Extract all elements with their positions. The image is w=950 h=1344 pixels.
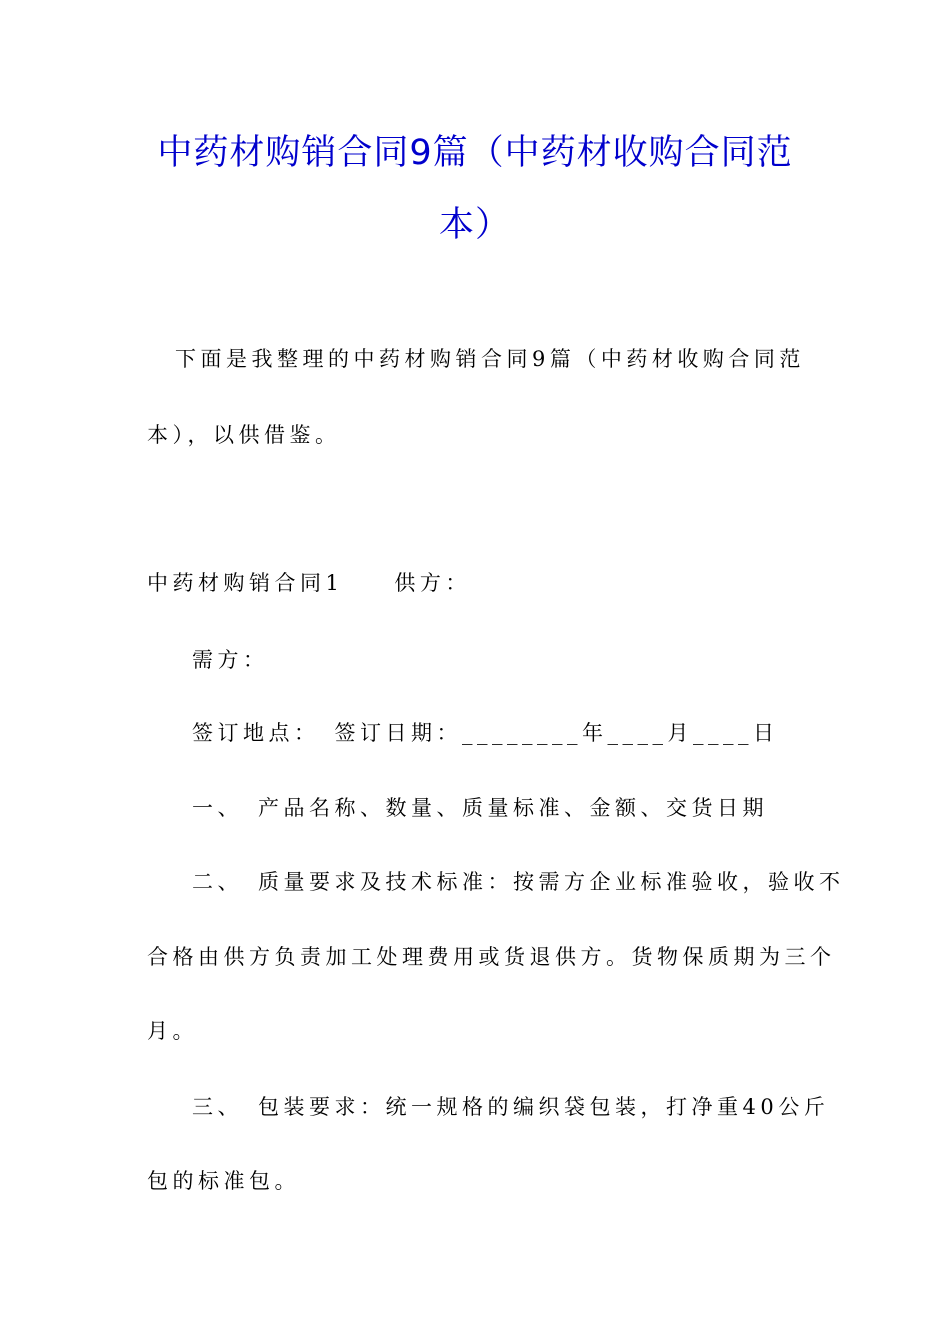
sign-info: 签订地点： 签订日期：________年____月____日 xyxy=(192,721,779,745)
title-line-2: 本） xyxy=(438,205,511,245)
document-title xyxy=(120,117,830,261)
intro-line-1: 下面是我整理的中药材购销合同9篇（中药材收购合同范 xyxy=(175,347,805,371)
clause-3-line-1: 三、 包装要求：统一规格的编织袋包装，打净重40公斤 xyxy=(192,1095,830,1119)
clause-2-line-3: 月。 xyxy=(147,1019,198,1043)
clause-1: 一、 产品名称、数量、质量标准、金额、交货日期 xyxy=(192,796,768,820)
buyer-label: 需方： xyxy=(192,648,269,672)
clause-3-line-2: 包的标准包。 xyxy=(147,1169,300,1193)
clause-2-line-1: 二、 质量要求及技术标准：按需方企业标准验收，验收不 xyxy=(192,870,845,894)
section-1-heading: 中药材购销合同1 供方： xyxy=(147,571,471,595)
title-line-1: 中药材购销合同9篇（中药材收购合同范 xyxy=(157,133,793,173)
intro-line-2: 本），以供借鉴。 xyxy=(147,423,341,447)
clause-2-line-2: 合格由供方负责加工处理费用或货退供方。货物保质期为三个 xyxy=(147,945,836,969)
